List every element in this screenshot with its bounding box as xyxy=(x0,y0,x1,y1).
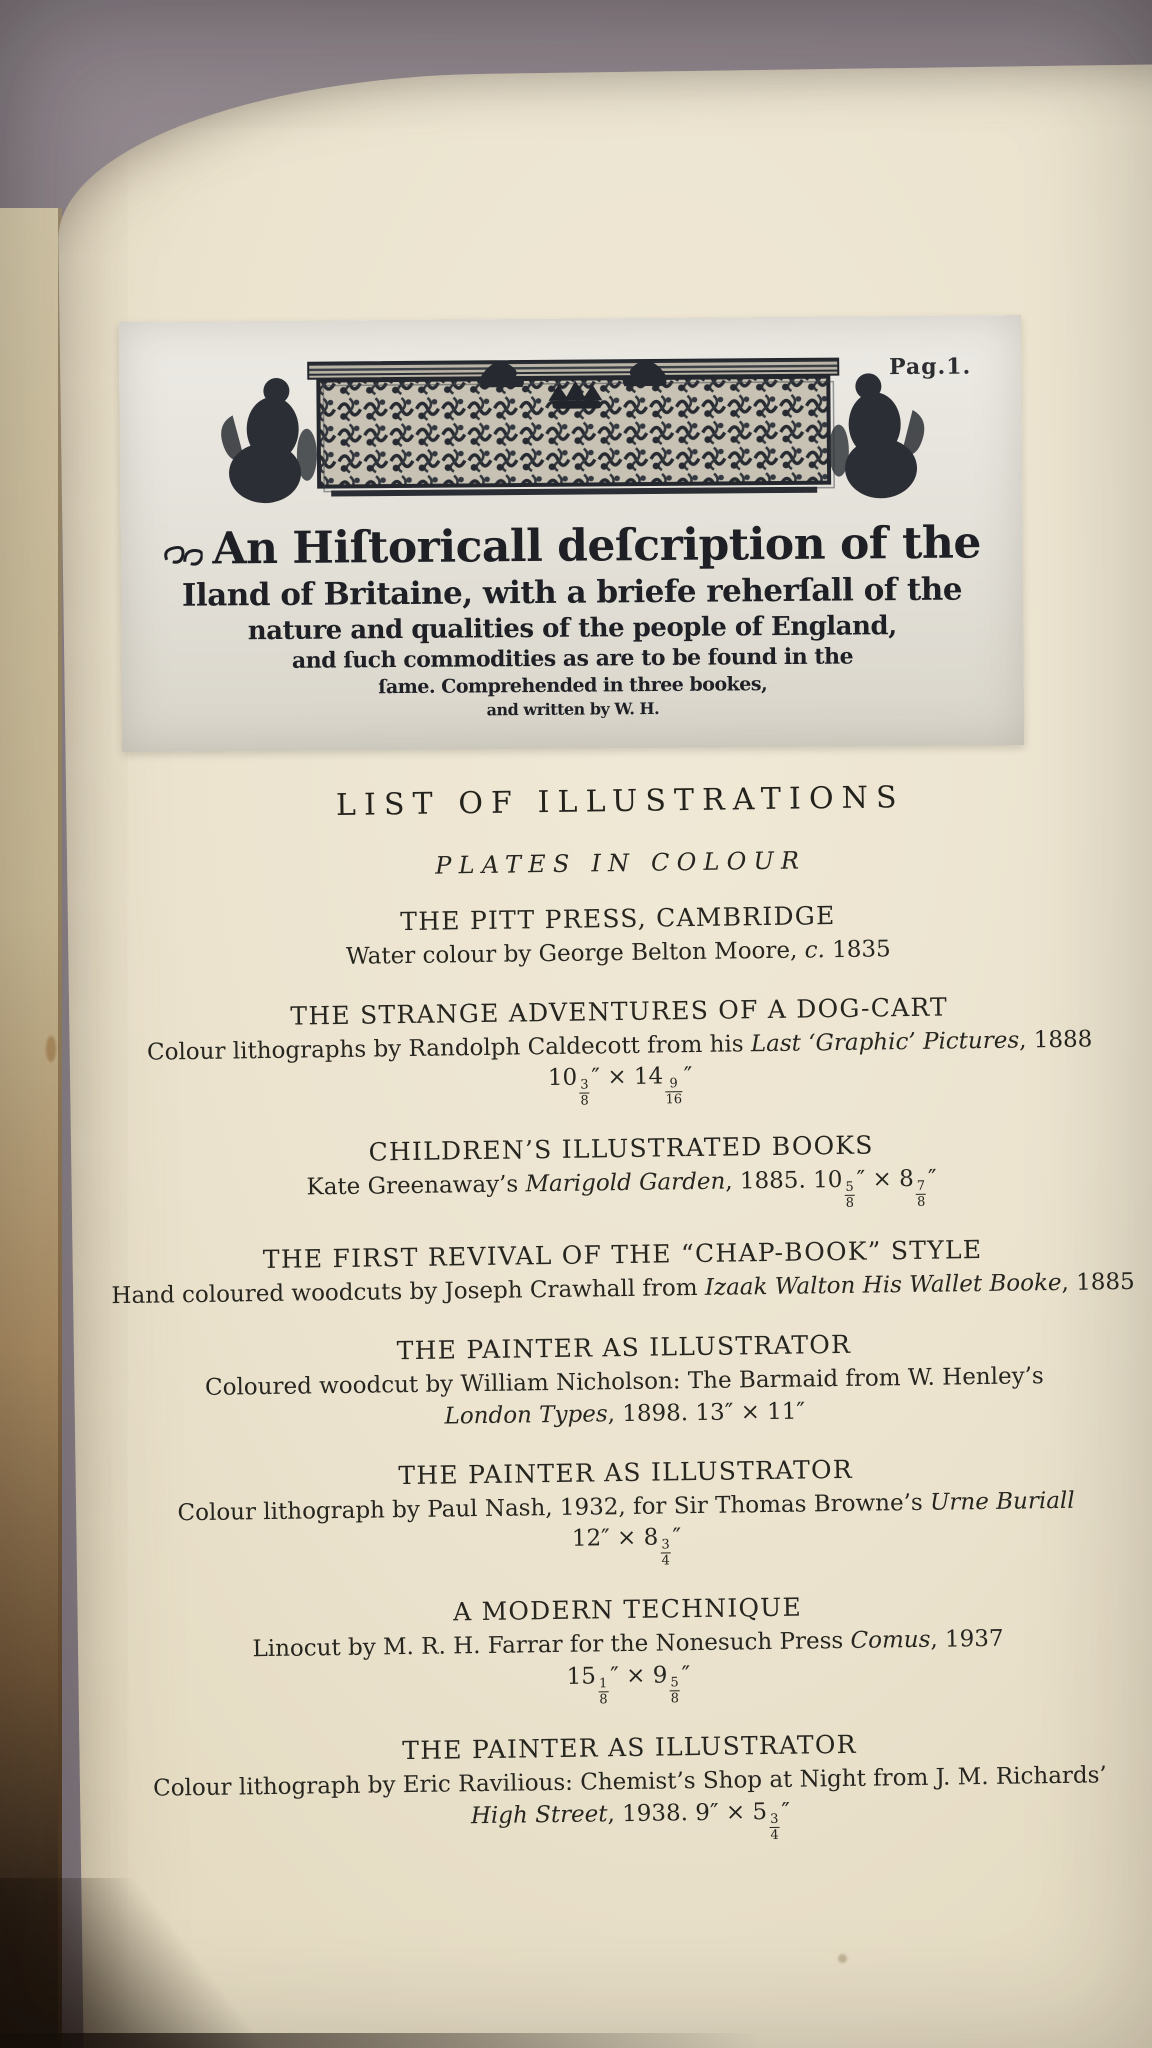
entry xyxy=(97,1726,1152,1852)
plate-page-label: Pag.1. xyxy=(888,353,972,381)
plate-title-line: An Hiſtoricall deſcription of the xyxy=(120,517,1022,575)
entry-title: THE PAINTER AS ILLUSTRATOR xyxy=(402,1729,857,1766)
entry-line: London Types, 1898. 13″ × 11″ xyxy=(444,1398,806,1430)
entry-title: THE PAINTER AS ILLUSTRATOR xyxy=(398,1454,854,1490)
inch-fraction: $\frac{5}{8}$ xyxy=(670,1675,680,1707)
entry-line: 10 $\frac{3}{8}$ ″ × 14 $\frac{9}{16}$ ″ xyxy=(547,1063,693,1110)
entry xyxy=(87,989,1152,1115)
entry-line: 12″ × 8 $\frac{3}{4}$ ″ xyxy=(571,1524,682,1569)
entry xyxy=(95,1588,1152,1714)
inch-fraction: $\frac{7}{8}$ xyxy=(916,1179,926,1211)
plate-title-line: ſame. Comprehended in three bookes, xyxy=(378,673,768,699)
entry-line: Linocut by M. R. H. Farrar for the Nonesuch Press Comus, 1937 xyxy=(252,1626,1004,1663)
page-block-edge xyxy=(0,208,62,2048)
entry-title: THE PITT PRESS, CAMBRIDGE xyxy=(400,901,836,937)
entry-line: High Street, 1938. 9″ × 5 $\frac{3}{4}$ ″ xyxy=(470,1798,791,1843)
woodcut-headpiece-icon xyxy=(180,340,961,514)
list-subheading: PLATES IN COLOUR xyxy=(435,846,807,880)
entry-line: 15 $\frac{1}{8}$ ″ × 9 $\frac{5}{8}$ ″ xyxy=(566,1662,691,1708)
page-stain xyxy=(46,1036,56,1062)
inch-fraction: $\frac{3}{8}$ xyxy=(580,1077,589,1110)
entry xyxy=(89,1127,1152,1221)
entry xyxy=(90,1233,1152,1314)
plate-title-lines xyxy=(120,517,1024,722)
entry-line: Hand coloured woodcuts by Joseph Crawhall from Izaak Walton His Wallet Booke, 1885 xyxy=(111,1269,1135,1310)
page-stain xyxy=(838,1954,847,1963)
entry-line: Kate Greenaway’s Marigold Garden, 1885. 10 $\frac{5}{8}$ ″ × 8 $\frac{7}{8}$ ″ xyxy=(306,1166,937,1212)
entry-line: Colour lithograph by Paul Nash, 1932, for Sir Thomas Browne’s Urne Buriall xyxy=(177,1487,1075,1526)
entry-title: THE STRANGE ADVENTURES OF A DOG-CART xyxy=(290,992,949,1031)
entry-title: THE PAINTER AS ILLUSTRATOR xyxy=(396,1330,852,1366)
book-board-bottom-edge xyxy=(0,2033,760,2048)
illustrations-list xyxy=(84,777,1152,1852)
entry xyxy=(86,897,1151,978)
entry-title: A MODERN TECHNIQUE xyxy=(452,1592,803,1627)
plate-title-line: nature and qualities of the people of England, xyxy=(247,611,897,647)
entry-line: Coloured woodcut by William Nicholson: The Barmaid from W. Henley’s xyxy=(204,1363,1044,1402)
entries xyxy=(86,897,1152,1852)
inch-fraction: $\frac{1}{8}$ xyxy=(598,1676,608,1708)
list-heading: LIST OF ILLUSTRATIONS xyxy=(335,780,905,823)
title-page-plate xyxy=(119,315,1024,752)
entry-line: Colour lithograph by Eric Ravilious: Chemist’s Shop at Night from J. M. Richards’ xyxy=(152,1762,1107,1802)
entry-line: Colour lithographs by Randolph Caldecott from his Last ‘Graphic’ Pictures, 1888 xyxy=(146,1026,1093,1066)
book-page xyxy=(56,60,1152,2048)
leaf-ornament-icon xyxy=(162,542,202,568)
plate-title-line: Iland of Britaine, with a briefe reherſall of the xyxy=(181,571,963,614)
entry xyxy=(93,1450,1152,1576)
entry-line: Water colour by George Belton Moore, c. 1835 xyxy=(345,936,891,970)
inch-fraction: $\frac{3}{4}$ xyxy=(661,1537,671,1569)
entry-title: CHILDREN’S ILLUSTRATED BOOKS xyxy=(368,1130,874,1168)
entry xyxy=(92,1326,1152,1438)
inch-fraction: $\frac{9}{16}$ xyxy=(665,1076,683,1108)
plate-title-line: and written by W. H. xyxy=(486,698,660,720)
book-board-corner xyxy=(0,1878,330,2048)
plate-title-line: and ſuch commodities as are to be found in the xyxy=(291,643,854,674)
inch-fraction: $\frac{3}{4}$ xyxy=(770,1811,779,1843)
entry-title: THE FIRST REVIVAL OF THE “CHAP-BOOK” STYLE xyxy=(262,1235,983,1275)
inch-fraction: $\frac{5}{8}$ xyxy=(845,1180,855,1212)
